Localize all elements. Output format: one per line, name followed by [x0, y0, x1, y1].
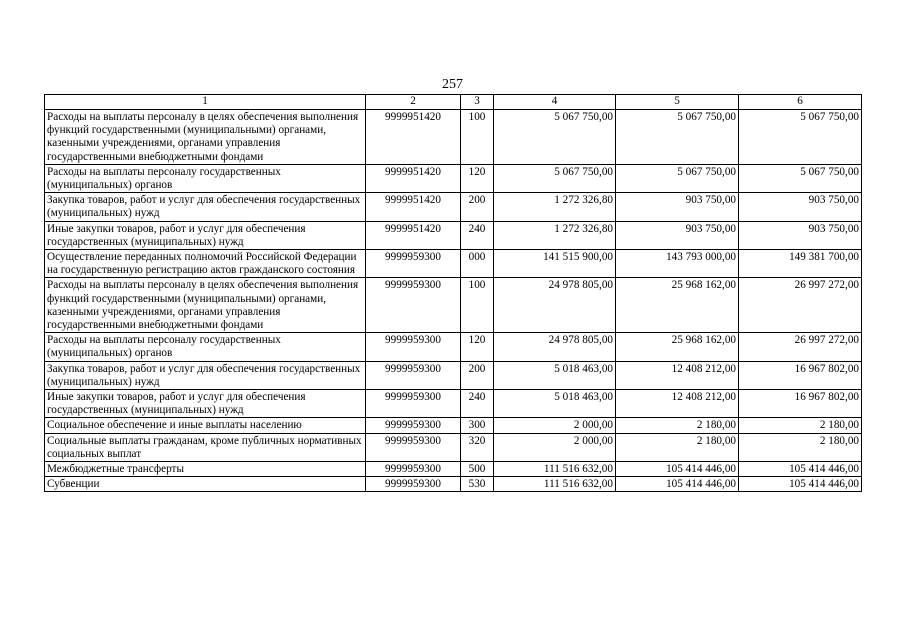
row-value-col6: 16 967 802,00: [739, 361, 862, 389]
row-name: Социальные выплаты гражданам, кроме публичных нормативных социальных выплат: [45, 433, 366, 461]
row-value-col4: 111 516 632,00: [494, 477, 616, 492]
row-name: Расходы на выплаты персоналу в целях обеспечения выполнения функций государственными (муниципальными) органами, казенными учреждениями, органами управления государственными внебюджетными фондами: [45, 110, 366, 165]
row-value-col4: 2 000,00: [494, 418, 616, 433]
row-code: 9999959300: [366, 278, 461, 333]
row-value-col4: 2 000,00: [494, 433, 616, 461]
row-value-col5: 2 180,00: [616, 418, 739, 433]
row-value-col5: 105 414 446,00: [616, 477, 739, 492]
row-expense-type: 000: [461, 250, 494, 278]
row-value-col4: 111 516 632,00: [494, 462, 616, 477]
table-row: [45, 477, 862, 492]
row-name: Межбюджетные трансферты: [45, 462, 366, 477]
row-value-col4: 5 067 750,00: [494, 164, 616, 192]
table-row: [45, 361, 862, 389]
table-row: [45, 221, 862, 249]
row-value-col4: 141 515 900,00: [494, 250, 616, 278]
row-value-col4: 5 067 750,00: [494, 110, 616, 165]
table-row: [45, 110, 862, 165]
row-value-col6: 16 967 802,00: [739, 390, 862, 418]
row-name: Расходы на выплаты персоналу государственных (муниципальных) органов: [45, 164, 366, 192]
table-row: [45, 390, 862, 418]
row-expense-type: 120: [461, 333, 494, 361]
row-value-col5: 25 968 162,00: [616, 278, 739, 333]
row-expense-type: 100: [461, 278, 494, 333]
table-row: [45, 164, 862, 192]
header-col-2: 2: [366, 95, 461, 110]
row-expense-type: 530: [461, 477, 494, 492]
row-value-col5: 5 067 750,00: [616, 110, 739, 165]
row-code: 9999959300: [366, 433, 461, 461]
header-row: [45, 95, 862, 110]
table-row: [45, 418, 862, 433]
row-value-col5: 5 067 750,00: [616, 164, 739, 192]
row-expense-type: 240: [461, 390, 494, 418]
row-value-col6: 2 180,00: [739, 418, 862, 433]
row-code: 9999959300: [366, 361, 461, 389]
header-col-5: 5: [616, 95, 739, 110]
table-header: [45, 95, 862, 110]
row-code: 9999959300: [366, 390, 461, 418]
row-code: 9999951420: [366, 164, 461, 192]
row-value-col4: 1 272 326,80: [494, 221, 616, 249]
header-col-3: 3: [461, 95, 494, 110]
row-expense-type: 200: [461, 193, 494, 221]
row-code: 9999951420: [366, 193, 461, 221]
row-code: 9999951420: [366, 110, 461, 165]
row-name: Осуществление переданных полномочий Российской Федерации на государственную регистрацию актов гражданского состояния: [45, 250, 366, 278]
row-expense-type: 200: [461, 361, 494, 389]
row-value-col4: 5 018 463,00: [494, 361, 616, 389]
row-expense-type: 120: [461, 164, 494, 192]
row-value-col5: 12 408 212,00: [616, 390, 739, 418]
row-value-col6: 105 414 446,00: [739, 462, 862, 477]
table-body: [45, 110, 862, 492]
row-value-col5: 12 408 212,00: [616, 361, 739, 389]
row-value-col4: 5 018 463,00: [494, 390, 616, 418]
row-name: Социальное обеспечение и иные выплаты населению: [45, 418, 366, 433]
table-row: [45, 333, 862, 361]
row-value-col5: 903 750,00: [616, 221, 739, 249]
row-value-col6: 2 180,00: [739, 433, 862, 461]
row-value-col4: 24 978 805,00: [494, 333, 616, 361]
row-value-col6: 903 750,00: [739, 193, 862, 221]
row-value-col4: 1 272 326,80: [494, 193, 616, 221]
row-value-col6: 26 997 272,00: [739, 278, 862, 333]
row-code: 9999959300: [366, 250, 461, 278]
header-col-4: 4: [494, 95, 616, 110]
row-value-col6: 149 381 700,00: [739, 250, 862, 278]
header-col-6: 6: [739, 95, 862, 110]
row-code: 9999959300: [366, 333, 461, 361]
row-name: Иные закупки товаров, работ и услуг для обеспечения государственных (муниципальных) нужд: [45, 390, 366, 418]
row-value-col6: 105 414 446,00: [739, 477, 862, 492]
page-number: 257: [442, 77, 463, 92]
table-row: [45, 193, 862, 221]
row-code: 9999959300: [366, 477, 461, 492]
row-value-col6: 5 067 750,00: [739, 110, 862, 165]
table-row: [45, 462, 862, 477]
row-value-col5: 105 414 446,00: [616, 462, 739, 477]
row-value-col5: 903 750,00: [616, 193, 739, 221]
row-value-col6: 26 997 272,00: [739, 333, 862, 361]
row-name: Закупка товаров, работ и услуг для обеспечения государственных (муниципальных) нужд: [45, 361, 366, 389]
row-expense-type: 240: [461, 221, 494, 249]
row-name: Закупка товаров, работ и услуг для обеспечения государственных (муниципальных) нужд: [45, 193, 366, 221]
budget-table: [44, 94, 862, 492]
row-value-col5: 2 180,00: [616, 433, 739, 461]
table-row: [45, 433, 862, 461]
row-code: 9999951420: [366, 221, 461, 249]
row-name: Расходы на выплаты персоналу в целях обеспечения выполнения функций государственными (муниципальными) органами, казенными учреждениями, органами управления государственными внебюджетными фондами: [45, 278, 366, 333]
row-name: Расходы на выплаты персоналу государственных (муниципальных) органов: [45, 333, 366, 361]
row-code: 9999959300: [366, 462, 461, 477]
row-expense-type: 300: [461, 418, 494, 433]
row-code: 9999959300: [366, 418, 461, 433]
row-expense-type: 320: [461, 433, 494, 461]
header-col-1: 1: [45, 95, 366, 110]
row-value-col6: 5 067 750,00: [739, 164, 862, 192]
table-row: [45, 278, 862, 333]
row-value-col4: 24 978 805,00: [494, 278, 616, 333]
row-value-col5: 143 793 000,00: [616, 250, 739, 278]
table-row: [45, 250, 862, 278]
row-expense-type: 100: [461, 110, 494, 165]
row-value-col5: 25 968 162,00: [616, 333, 739, 361]
row-expense-type: 500: [461, 462, 494, 477]
row-name: Субвенции: [45, 477, 366, 492]
row-name: Иные закупки товаров, работ и услуг для обеспечения государственных (муниципальных) нужд: [45, 221, 366, 249]
row-value-col6: 903 750,00: [739, 221, 862, 249]
